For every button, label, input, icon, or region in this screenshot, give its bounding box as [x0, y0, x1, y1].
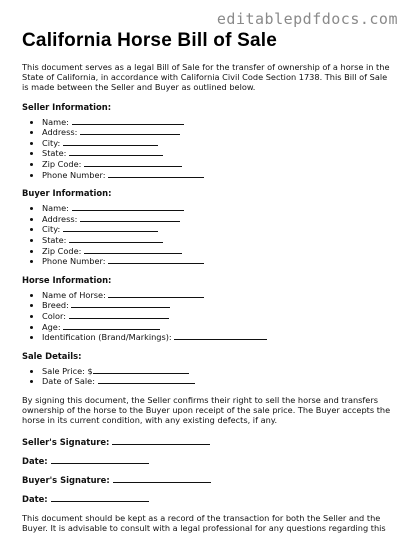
horse-identification-field[interactable]: • Identification (Brand/Markings): [42, 332, 392, 343]
buyer-fields [22, 203, 392, 267]
seller-city-field[interactable]: • City: [42, 138, 392, 149]
sale-heading: Sale Details: [22, 350, 82, 361]
sale-price-field[interactable]: • Sale Price: $ [42, 366, 392, 377]
seller-state-field[interactable]: • State: [42, 148, 392, 159]
buyer-address-field[interactable]: • Address: [42, 214, 392, 225]
sale-date-field[interactable]: • Date of Sale: [42, 376, 392, 387]
closing-paragraph: This document should be kept as a record of the transaction for both the Seller and the Buyer. It is advisable to consult with a legal professional for any questions regarding this [22, 512, 386, 533]
sale-fields [22, 366, 392, 387]
signature-block [22, 437, 392, 504]
buyer-state-field[interactable]: • State: [42, 235, 392, 246]
horse-age-field[interactable]: • Age: [42, 322, 392, 333]
seller-address-field[interactable]: • Address: [42, 127, 392, 138]
buyer-phone-field[interactable]: • Phone Number: [42, 256, 392, 267]
seller-phone-field[interactable]: • Phone Number: [42, 170, 392, 181]
seller-signature-field[interactable]: Seller's Signature: [22, 437, 392, 447]
watermark: editablepdfdocs.com [216, 10, 398, 28]
buyer-zip-field[interactable]: • Zip Code: [42, 246, 392, 257]
buyer-name-field[interactable]: • Name: [42, 203, 392, 214]
buyer-city-field[interactable]: • City: [42, 224, 392, 235]
buyer-signature-field[interactable]: Buyer's Signature: [22, 475, 392, 485]
intro-paragraph: This document serves as a legal Bill of Sale for the transfer of ownership of a horse in the State of California, in accordance with California Civil Code Section 1738. This Bill of Sale is made between the Seller and Buyer as outlined below. [22, 62, 390, 93]
horse-heading: Horse Information: [22, 274, 112, 285]
seller-heading: Seller Information: [22, 101, 112, 112]
horse-breed-field[interactable]: • Breed: [42, 300, 392, 311]
seller-fields [22, 117, 392, 181]
seller-name-field[interactable]: • Name: [42, 117, 392, 128]
horse-fields [22, 290, 392, 343]
transfer-statement: By signing this document, the Seller confirms their right to sell the horse and transfers ownership of the horse to the Buyer upon receipt of the sale price. The Buyer accepts the horse in its current condition, with any existing defects, if any. [22, 394, 391, 426]
seller-zip-field[interactable]: • Zip Code: [42, 159, 392, 170]
document-page [22, 30, 392, 533]
buyer-heading: Buyer Information: [22, 188, 112, 199]
horse-color-field[interactable]: • Color: [42, 311, 392, 322]
buyer-date-field[interactable]: Date: [22, 494, 392, 504]
horse-name-field[interactable]: • Name of Horse: [42, 290, 392, 301]
document-title: California Horse Bill of Sale [22, 30, 277, 51]
seller-date-field[interactable]: Date: [22, 456, 392, 466]
